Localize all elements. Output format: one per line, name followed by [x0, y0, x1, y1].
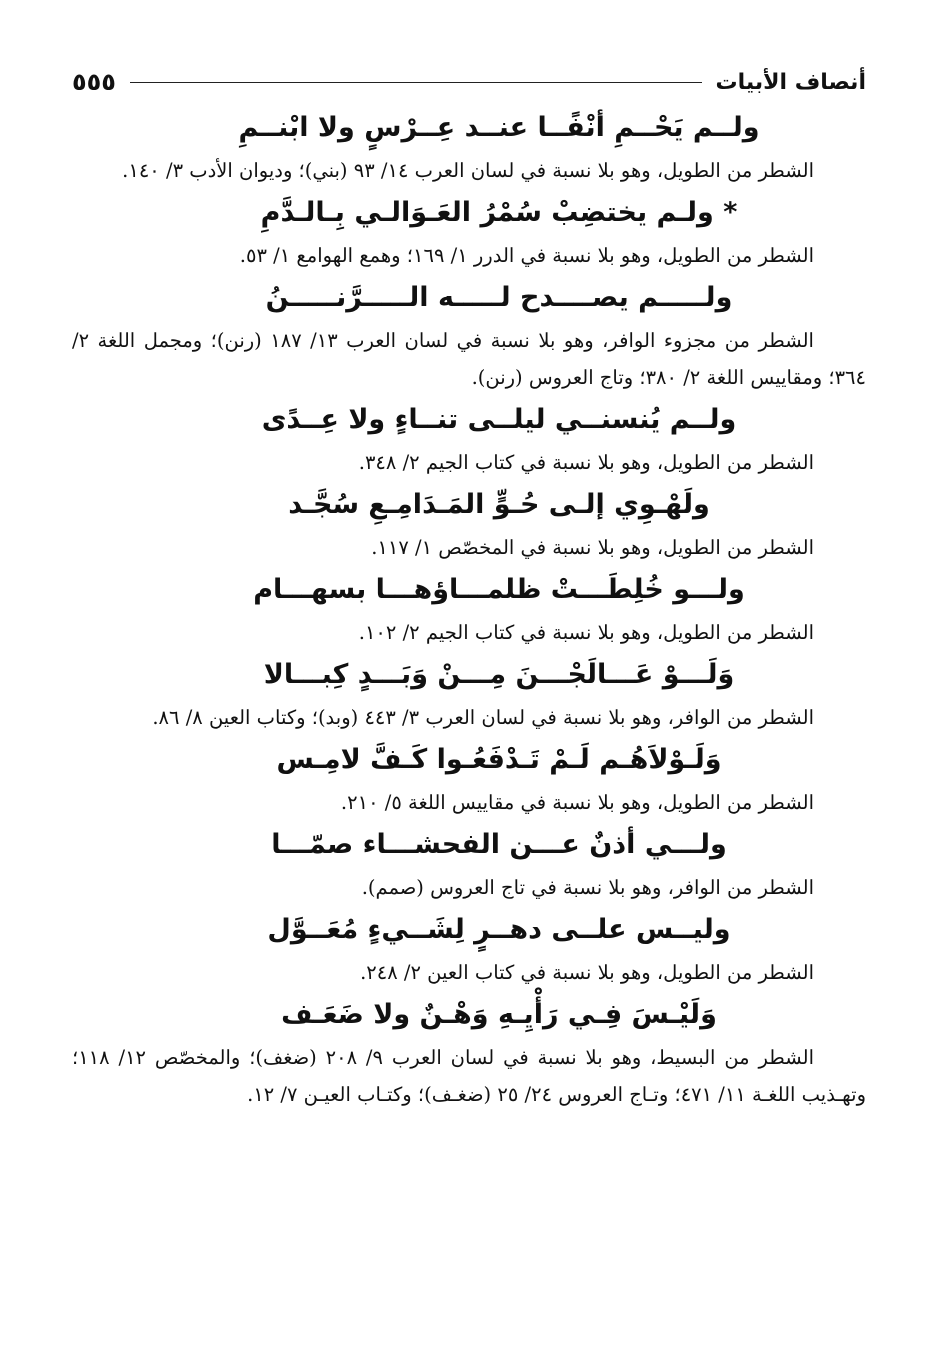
verse-hemistich: وليــس علــى دهــرٍ لِشَــيءٍ مُعَــوَّل — [267, 914, 731, 945]
verse-note: الشطر من الطويل، وهو بلا نسبة في كتاب الجيم ٢/ ١٠٢. — [358, 621, 814, 644]
verse-note: الشطر من الطويل، وهو بلا نسبة في الدرر ١/ ١٦٩؛ وهمع الهوامع ١/ ٥٣. — [239, 244, 814, 267]
verse-hemistich: ولــم يُنسنــي ليلــى تنــاءٍ ولا عِــدًى — [261, 404, 737, 435]
verse-hemistich: ولَهْـوِي إلـى حُـوٍّ المَـدَامِـعِ سُجَّـد — [288, 489, 710, 520]
entry — [72, 570, 866, 651]
verse-hemistich: وَلَـوْلاَهُـم لَـمْ تَـدْفَعُـوا كَـفَّ لامِـس — [276, 744, 722, 775]
page-header — [72, 62, 866, 102]
verse-hemistich: ولــم يَحْــمِ أنْفًــا عنــد عِــرْسٍ ولا ابْنــمِ — [238, 112, 760, 143]
verse-hemistich: ولـــو خُلِطَـــتْ ظلمـــاؤهـــا بسهـــام — [253, 574, 745, 605]
verse-note: الشطر من الوافر، وهو بلا نسبة في تاج العروس (صمم). — [361, 876, 814, 899]
entry — [72, 485, 866, 566]
verse-note: الشطر من الطويل، وهو بلا نسبة في المخصّص ١/ ١١٧. — [371, 536, 814, 559]
entry — [72, 740, 866, 821]
entry — [72, 995, 866, 1113]
verse-note: الشطر من الطويل، وهو بلا نسبة في كتاب الجيم ٢/ ٣٤٨. — [358, 451, 814, 474]
verse-note: الشطر من البسيط، وهو بلا نسبة في لسان العرب ٩/ ٢٠٨ (ضغف)؛ والمخصّص ١٢/ ١١٨؛ وتهـذيب اللغـة ١١/ ٤٧١؛ وتـاج العروس ٢٤/ ٢٥ (ضغـف)؛ وكتـاب العيـن ٧/ ١٢. — [72, 1046, 866, 1106]
verse-note: الشطر من الطويل، وهو بلا نسبة في لسان العرب ١٤/ ٩٣ (بني)؛ وديوان الأدب ٣/ ١٤٠. — [122, 159, 814, 182]
verse-hemistich: ولـــي أذنٌ عـــن الفحشـــاء صمّـــا — [271, 829, 727, 860]
entry — [72, 825, 866, 906]
verse-hemistich: ولـــــم يصــــدح لـــــه الـــــرَّنـــــنُ — [265, 282, 733, 313]
page-number: ٥٥٥ — [72, 68, 116, 96]
entry — [72, 193, 866, 274]
entry — [72, 655, 866, 736]
verse-hemistich: * ولـم يختضِبْ سُمْرُ العَـوَالـي بِـالـدَّمِ — [260, 197, 738, 228]
verse-hemistich: وَلَـــوْ عَـــالَجْـــنَ مِـــنْ وَبَـــدٍ كِبـــالا — [263, 659, 735, 690]
verse-hemistich: وَلَيْـسَ فِـي رَأْيِـهِ وَهْـنٌ ولا ضَعَـف — [281, 999, 717, 1030]
entries-list — [72, 108, 866, 1113]
entry — [72, 108, 866, 189]
entry — [72, 910, 866, 991]
verse-note: الشطر من الطويل، وهو بلا نسبة في مقاييس اللغة ٥/ ٢١٠. — [340, 791, 814, 814]
running-title: أنصاف الأبيات — [715, 69, 866, 95]
verse-note: الشطر من مجزوء الوافر، وهو بلا نسبة في لسان العرب ١٣/ ١٨٧ (رنن)؛ ومجمل اللغة ٢/ ٣٦٤؛ ومقاييس اللغة ٢/ ٣٨٠؛ وتاج العروس (رنن). — [72, 329, 866, 389]
header-rule — [130, 82, 702, 83]
verse-note: الشطر من الطويل، وهو بلا نسبة في كتاب العين ٢/ ٢٤٨. — [360, 961, 814, 984]
verse-note: الشطر من الوافر، وهو بلا نسبة في لسان العرب ٣/ ٤٤٣ (وبد)؛ وكتاب العين ٨/ ٨٦. — [152, 706, 814, 729]
entry — [72, 278, 866, 396]
entry — [72, 400, 866, 481]
